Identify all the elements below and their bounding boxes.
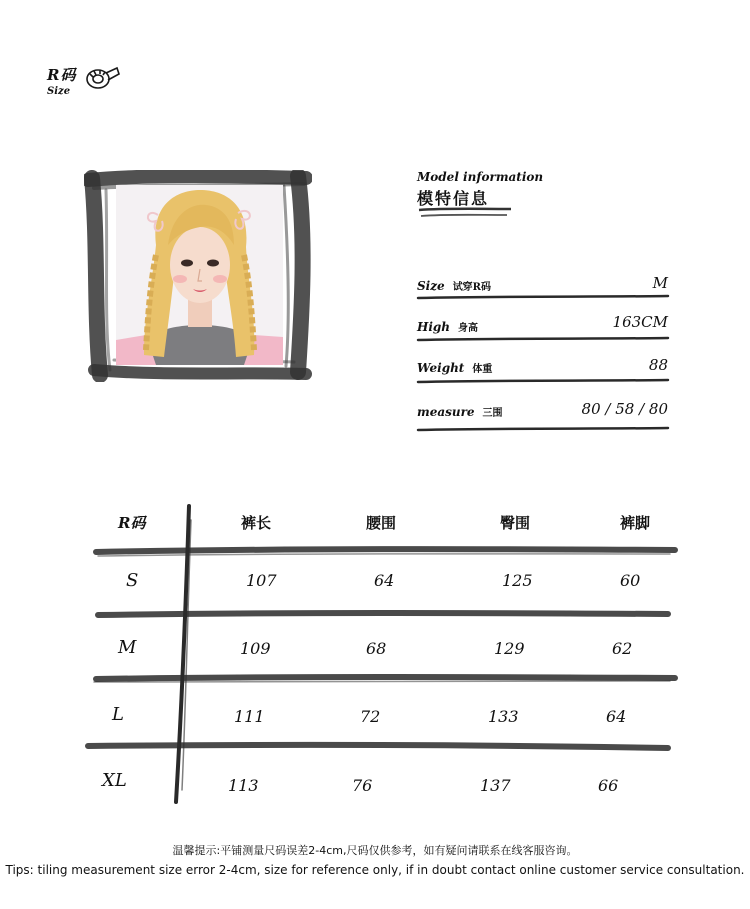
model-height-value: 163CM bbox=[612, 313, 668, 331]
table-cell: 137 bbox=[480, 776, 511, 795]
model-measure-value: 80 / 58 / 80 bbox=[581, 400, 668, 418]
table-cell: 109 bbox=[240, 639, 271, 658]
model-info-title-en: Model information bbox=[417, 170, 544, 184]
table-cell: 107 bbox=[246, 571, 277, 590]
table-cell: 64 bbox=[374, 571, 395, 590]
table-cell: 111 bbox=[234, 707, 265, 726]
title-underline bbox=[417, 206, 517, 220]
measuring-tape-icon bbox=[84, 62, 120, 92]
model-portrait-image bbox=[116, 185, 283, 365]
note-chinese: 温馨提示:平铺测量尺码误差2-4cm,尺码仅供参考，如有疑问请联系在线客服咨询。 bbox=[172, 844, 578, 857]
column-header-pants-length: 裤长 bbox=[241, 514, 272, 532]
table-cell: 60 bbox=[620, 571, 641, 590]
row-size-label: L bbox=[112, 704, 124, 725]
column-header-hip: 臀围 bbox=[500, 514, 531, 532]
row-size-label: M bbox=[118, 637, 137, 658]
model-measure-label: measure 三围 bbox=[417, 405, 503, 419]
table-cell: 125 bbox=[502, 571, 533, 590]
table-corner-label: R码 bbox=[118, 514, 146, 532]
note-english: Tips: tiling measurement size error 2-4cm, size for reference only, if in doubt contact online customer service consultation. bbox=[5, 863, 745, 877]
model-size-value: M bbox=[652, 274, 668, 292]
model-size-label: Size 试穿R码 bbox=[417, 279, 491, 293]
table-cell: 66 bbox=[598, 776, 619, 795]
row-size-label: S bbox=[126, 570, 139, 591]
table-cell: 129 bbox=[494, 639, 525, 658]
table-cell: 64 bbox=[606, 707, 627, 726]
table-cell: 76 bbox=[352, 776, 373, 795]
table-cell: 62 bbox=[612, 639, 633, 658]
row-size-label: XL bbox=[102, 770, 127, 791]
table-cell: 133 bbox=[488, 707, 519, 726]
model-height-label: High 身高 bbox=[417, 320, 479, 334]
model-weight-value: 88 bbox=[648, 356, 668, 374]
table-cell: 68 bbox=[366, 639, 387, 658]
table-cell: 113 bbox=[228, 776, 259, 795]
model-info-title-zh: 模特信息 bbox=[417, 189, 490, 208]
column-header-leg-opening: 裤脚 bbox=[620, 514, 651, 532]
table-cell: 72 bbox=[360, 707, 381, 726]
column-header-waist: 腰围 bbox=[366, 514, 397, 532]
model-weight-label: Weight 体重 bbox=[417, 361, 493, 375]
size-heading: R码 bbox=[47, 66, 77, 84]
size-subheading: Size bbox=[47, 86, 71, 97]
